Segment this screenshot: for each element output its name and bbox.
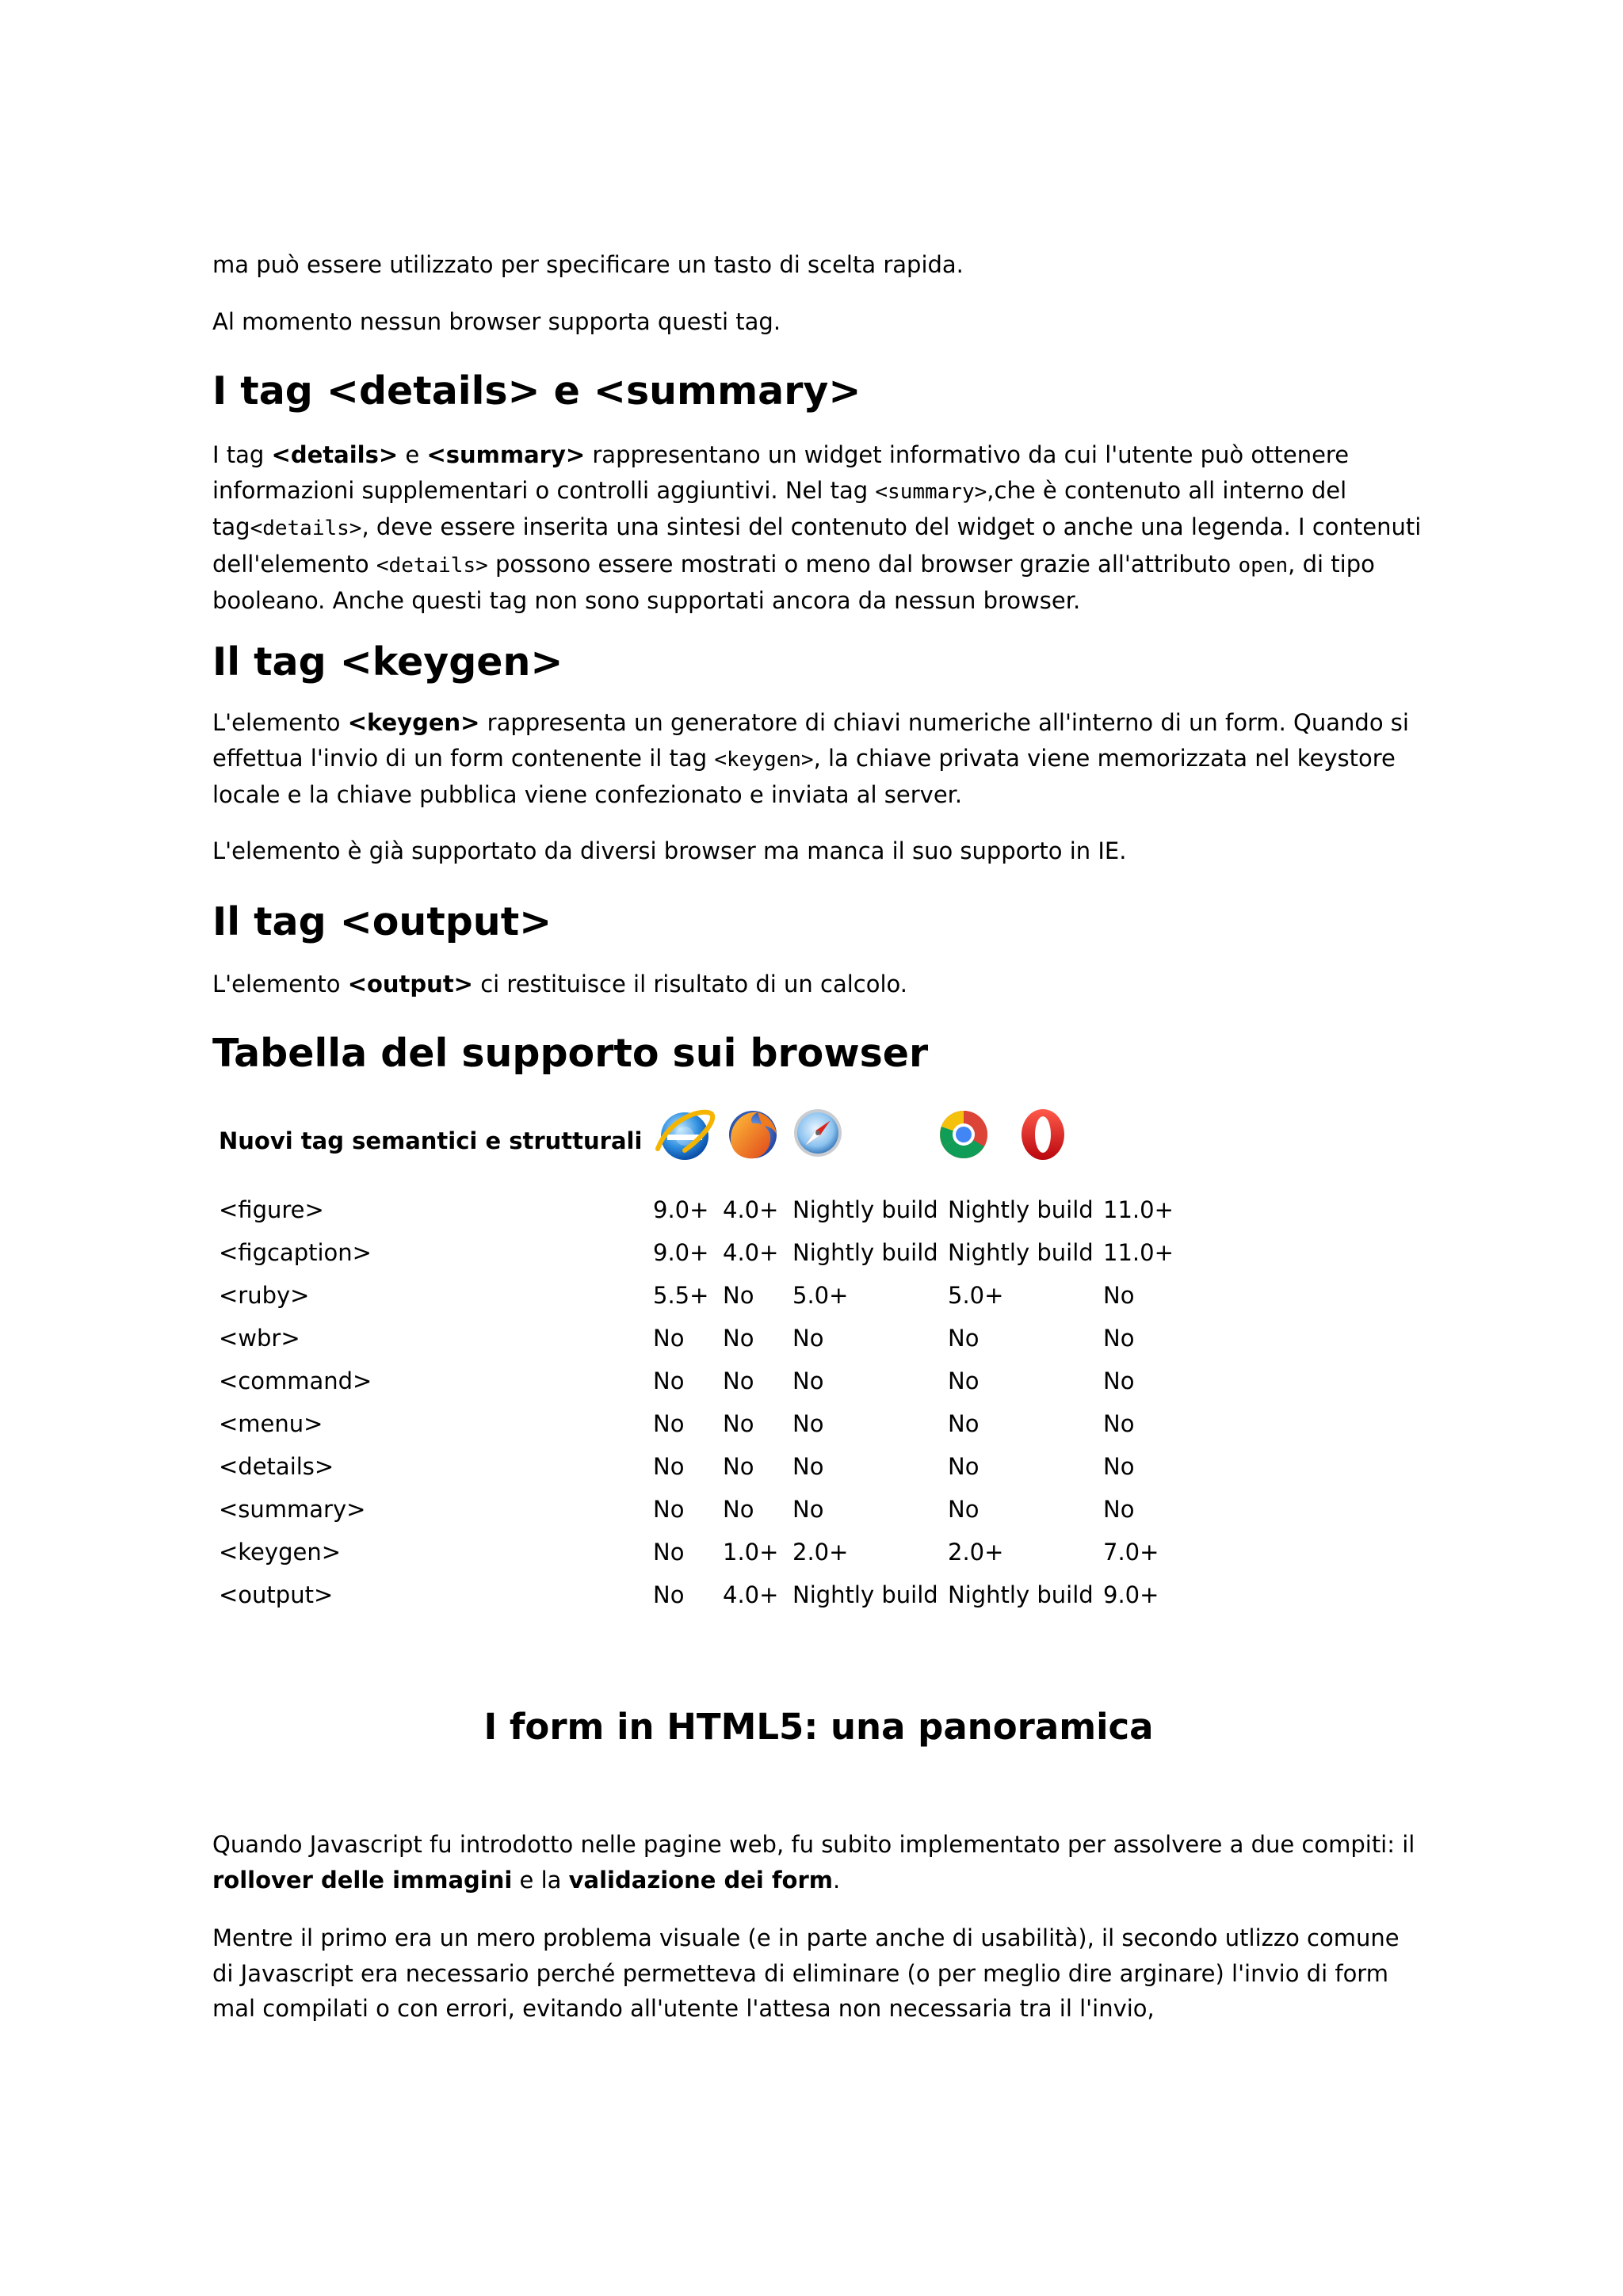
table-cell-safari: Nightly build xyxy=(792,1196,938,1223)
table-cell-chrome: No xyxy=(948,1496,980,1523)
chrome-icon xyxy=(932,1103,995,1166)
table-cell-chrome: No xyxy=(948,1453,980,1480)
table-cell-chrome: Nightly build xyxy=(948,1581,1094,1608)
table-cell-ff: 4.0+ xyxy=(723,1581,779,1608)
table-cell-ff: No xyxy=(723,1367,754,1394)
table-row xyxy=(219,1317,1249,1360)
table-cell-opera: 11.0+ xyxy=(1103,1239,1174,1266)
table-cell-ie: No xyxy=(653,1453,685,1480)
table-row xyxy=(219,1274,1249,1317)
table-cell-opera: No xyxy=(1103,1453,1135,1480)
table-cell-ie: No xyxy=(653,1581,685,1608)
support-table-header xyxy=(219,1101,1249,1177)
safari-icon xyxy=(786,1103,850,1166)
table-cell-safari: No xyxy=(792,1453,824,1480)
table-cell-ie: 9.0+ xyxy=(653,1239,709,1266)
table-cell-ff: 4.0+ xyxy=(723,1239,779,1266)
table-cell-opera: No xyxy=(1103,1496,1135,1523)
intro-line-2: Al momento nessun browser supporta questi tag. xyxy=(212,308,781,335)
table-cell-tag: <menu> xyxy=(219,1410,323,1437)
table-cell-ff: 4.0+ xyxy=(723,1196,779,1223)
table-cell-ie: 5.5+ xyxy=(653,1282,709,1309)
table-row xyxy=(219,1573,1249,1616)
table-cell-tag: <output> xyxy=(219,1581,334,1608)
table-cell-tag: <figcaption> xyxy=(219,1239,372,1266)
table-cell-ie: No xyxy=(653,1325,685,1352)
table-row xyxy=(219,1188,1249,1231)
table-cell-safari: Nightly build xyxy=(792,1581,938,1608)
table-cell-tag: <command> xyxy=(219,1367,372,1394)
table-cell-safari: 5.0+ xyxy=(792,1282,849,1309)
keygen-heading: Il tag <keygen> xyxy=(212,639,563,685)
table-header-label: Nuovi tag semantici e strutturali xyxy=(219,1127,643,1154)
table-cell-safari: No xyxy=(792,1496,824,1523)
table-cell-tag: <keygen> xyxy=(219,1539,341,1566)
table-cell-ie: No xyxy=(653,1410,685,1437)
opera-icon xyxy=(1011,1103,1075,1166)
table-cell-tag: <summary> xyxy=(219,1496,366,1523)
table-cell-ie: 9.0+ xyxy=(653,1196,709,1223)
table-cell-safari: Nightly build xyxy=(792,1239,938,1266)
table-cell-safari: No xyxy=(792,1410,824,1437)
table-row xyxy=(219,1360,1249,1402)
table-cell-ie: No xyxy=(653,1539,685,1566)
table-cell-chrome: No xyxy=(948,1410,980,1437)
table-cell-ff: No xyxy=(723,1453,754,1480)
forms-paragraph-2: Mentre il primo era un mero problema visuale (e in parte anche di usabilità), il secondo utlizzo comune di Javascript era necessario perché permetteva di eliminare (o per meglio dire arginare) l'invio di form mal compilati o con errori, evitando all'utente l'attesa non necessaria tra il l'invio, xyxy=(212,1924,1400,2022)
table-cell-chrome: Nightly build xyxy=(948,1196,1094,1223)
support-table-heading: Tabella del supporto sui browser xyxy=(212,1031,929,1076)
table-cell-ie: No xyxy=(653,1496,685,1523)
table-cell-tag: <wbr> xyxy=(219,1325,300,1352)
table-cell-safari: No xyxy=(792,1367,824,1394)
table-cell-safari: No xyxy=(792,1325,824,1352)
output-paragraph: L'elemento <output> ci restituisce il risultato di un calcolo. xyxy=(212,971,907,997)
firefox-icon xyxy=(721,1103,785,1166)
output-heading: Il tag <output> xyxy=(212,899,552,944)
table-cell-ff: No xyxy=(723,1496,754,1523)
table-cell-ie: No xyxy=(653,1367,685,1394)
table-cell-opera: 7.0+ xyxy=(1103,1539,1159,1566)
table-cell-ff: No xyxy=(723,1282,754,1309)
table-cell-chrome: No xyxy=(948,1325,980,1352)
table-row xyxy=(219,1445,1249,1488)
table-row xyxy=(219,1402,1249,1445)
table-cell-chrome: 5.0+ xyxy=(948,1282,1004,1309)
table-row xyxy=(219,1231,1249,1274)
details-heading: I tag <details> e <summary> xyxy=(212,368,861,414)
forms-heading: I form in HTML5: una panoramica xyxy=(483,1706,1154,1748)
table-cell-opera: No xyxy=(1103,1282,1135,1309)
table-cell-opera: 9.0+ xyxy=(1103,1581,1159,1608)
table-cell-opera: No xyxy=(1103,1367,1135,1394)
details-paragraph: I tag <details> e <summary> rappresentano un widget informativo da cui l'utente può ottenere informazioni supplementari o controlli aggiuntivi. Nel tag <summary>,che è contenuto all interno del tag<details>, deve essere inserita una sintesi del contenuto del widget o anche una legenda. I contenuti dell'elemento <details> possono essere mostrati o meno dal browser grazie all'attributo open, di tipo booleano. Anche questi tag non sono supportati ancora da nessun browser. xyxy=(212,441,1422,614)
table-cell-tag: <ruby> xyxy=(219,1282,310,1309)
table-cell-opera: 11.0+ xyxy=(1103,1196,1174,1223)
table-cell-tag: <figure> xyxy=(219,1196,324,1223)
table-cell-chrome: 2.0+ xyxy=(948,1539,1004,1566)
table-cell-chrome: Nightly build xyxy=(948,1239,1094,1266)
table-cell-ff: No xyxy=(723,1325,754,1352)
table-cell-ff: No xyxy=(723,1410,754,1437)
table-cell-opera: No xyxy=(1103,1410,1135,1437)
table-cell-chrome: No xyxy=(948,1367,980,1394)
table-cell-safari: 2.0+ xyxy=(792,1539,849,1566)
table-row xyxy=(219,1488,1249,1531)
forms-paragraph-1: Quando Javascript fu introdotto nelle pagine web, fu subito implementato per assolvere a due compiti: il rollover delle immagini e la validazione dei form. xyxy=(212,1831,1415,1894)
keygen-paragraph-1: L'elemento <keygen> rappresenta un generatore di chiavi numeriche all'interno di un form. Quando si effettua l'invio di un form contenente il tag <keygen>, la chiave privata viene memorizzata nel keystore locale e la chiave pubblica viene confezionato e inviata al server. xyxy=(212,709,1409,808)
internet-explorer-icon xyxy=(653,1103,716,1166)
table-cell-opera: No xyxy=(1103,1325,1135,1352)
table-row xyxy=(219,1531,1249,1573)
intro-line-1: ma può essere utilizzato per specificare un tasto di scelta rapida. xyxy=(212,251,964,278)
table-cell-ff: 1.0+ xyxy=(723,1539,779,1566)
keygen-paragraph-2: L'elemento è già supportato da diversi browser ma manca il suo supporto in IE. xyxy=(212,837,1127,864)
table-cell-tag: <details> xyxy=(219,1453,334,1480)
